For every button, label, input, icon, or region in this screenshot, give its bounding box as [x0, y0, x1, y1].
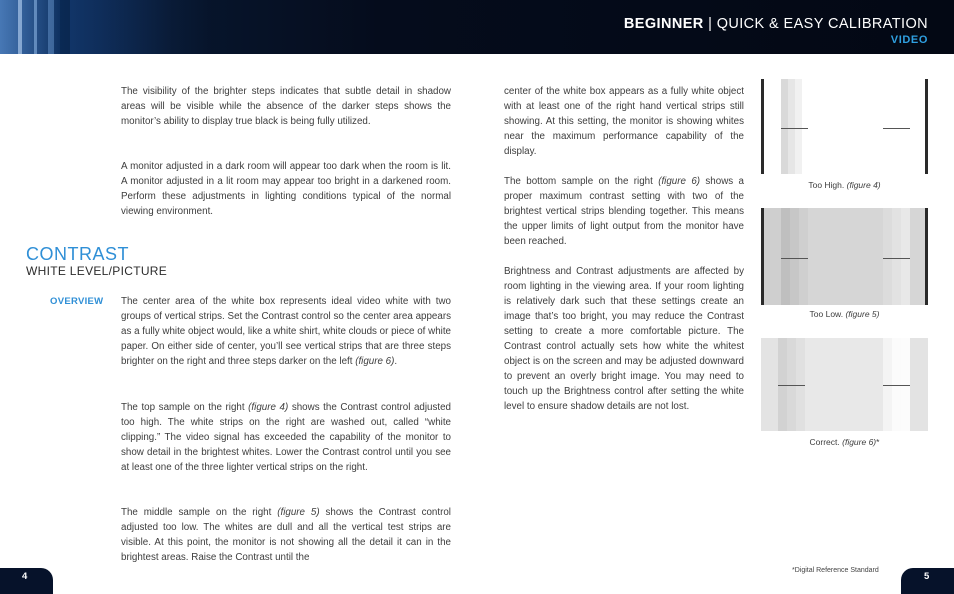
test-strip — [892, 208, 901, 305]
footnote: *Digital Reference Standard — [792, 567, 879, 574]
figure-correct — [761, 338, 928, 431]
lighting-paragraph: Brightness and Contrast adjustments are affected by room lighting in the viewing area. If your room lighting is relatively dark such that these settings create an image that’s too bright, you may reduce the Contrast setting to create a more comfortable picture. The Contrast control actually sets how white the whitest object is on the screen and may be adjusted downward to prevent an overly bright image. You may need to touch up the Brightness control after setting the white level to ensure shadow details are not lost. — [504, 266, 744, 412]
paragraph-text: shows a proper maximum contrast setting with two of the brightest vertical strips blending together. This means the upper limits of light output from the monitor have been reached. — [504, 176, 744, 247]
header-decoration — [18, 0, 22, 54]
figure6-caption — [761, 437, 928, 447]
figure-reference: (figure 6) — [355, 356, 395, 367]
test-strip — [781, 208, 790, 305]
title-separator: | — [703, 16, 717, 32]
figure5-caption — [761, 309, 928, 319]
test-strip — [795, 79, 802, 174]
figure4-description — [121, 400, 451, 475]
header-decoration — [48, 0, 54, 54]
chapter-title — [624, 16, 928, 32]
test-strip — [799, 208, 808, 305]
caption-text: Too Low. — [809, 309, 846, 319]
figure4-caption — [761, 180, 928, 190]
figure-border — [761, 79, 764, 174]
paragraph-text: The middle sample on the right — [121, 507, 278, 518]
overview-text-end: . — [394, 356, 398, 367]
white-center — [808, 208, 883, 305]
test-strip — [764, 208, 781, 305]
continued-paragraph: center of the white box appears as a fully white object with at least one of the right hand vertical strips still showing. At this setting, the monitor is showing whites near the maximum performance capability of the display. — [504, 86, 744, 157]
figure-border — [925, 208, 928, 305]
figure-reference: (figure 5) — [845, 309, 880, 319]
paragraph-text: shows the Contrast control adjusted too low. The whites are dull and all the vertical test strips are visible. At this point, the monitor is not showing all the detail it can in the brightest areas. Raise the Contrast until the — [121, 507, 451, 563]
center-marker — [883, 258, 910, 259]
figure-border — [925, 79, 928, 174]
paragraph-text: shows the Contrast control adjusted too high. The white strips on the right are washed out, called “white clipping.” The video signal has exceeded the capability of the monitor to show detail in the brightest whites. Lower the Contrast control until you see at least one of the three lighter vertical strips on the right. — [121, 402, 452, 473]
chapter-name: QUICK & EASY CALIBRATION — [716, 16, 928, 32]
paragraph-text: The top sample on the right — [121, 402, 249, 413]
figure-reference: (figure 4) — [248, 402, 289, 413]
test-strip — [901, 208, 910, 305]
page-number-left: 4 — [0, 568, 53, 594]
overview-label: OVERVIEW — [50, 296, 104, 307]
white-center — [805, 338, 883, 431]
figure-too-low — [761, 208, 928, 305]
caption-suffix: * — [876, 437, 880, 447]
center-marker — [781, 258, 808, 259]
section-subheading: WHITE LEVEL/PICTURE — [26, 264, 168, 278]
figure-reference: (figure 6) — [658, 176, 701, 187]
figure-reference: (figure 6) — [842, 437, 877, 447]
header-decoration — [34, 0, 37, 54]
test-strip — [761, 338, 778, 431]
figure-reference: (figure 5) — [277, 507, 320, 518]
center-marker — [883, 385, 910, 386]
test-strip — [788, 79, 795, 174]
page-header — [0, 0, 954, 54]
caption-text: Correct. — [809, 437, 843, 447]
overview-paragraph — [121, 294, 451, 369]
intro-paragraph-1: The visibility of the brighter steps indicates that subtle detail in shadow areas will be visible while the absence of the darker steps shows the monitor’s ability to display true black is being fully utilized. — [121, 86, 451, 127]
center-marker — [883, 128, 910, 129]
test-strip — [781, 79, 788, 174]
figure5-description — [121, 505, 451, 565]
page-number-right: 5 — [901, 568, 954, 594]
caption-text: Too High. — [808, 180, 847, 190]
chapter-level: BEGINNER — [623, 16, 704, 32]
figure6-description — [504, 174, 744, 249]
intro-paragraph-2: A monitor adjusted in a dark room will appear too dark when the room is lit. A monitor adjusted in a lit room may appear too bright in a darkened room. Perform these adjustments in lighting conditions typical of the normal viewing environment. — [121, 161, 451, 217]
figure-too-high — [761, 79, 928, 174]
chapter-subtitle: VIDEO — [890, 34, 928, 46]
header-decoration — [70, 0, 210, 54]
test-strip — [790, 208, 799, 305]
center-marker — [781, 128, 808, 129]
center-marker — [778, 385, 805, 386]
paragraph-text: The bottom sample on the right — [504, 176, 659, 187]
test-strip — [910, 338, 928, 431]
overview-text: The center area of the white box represents ideal video white with two groups of vertical strips. Set the Contrast control so the center area appears as a fully white object would, like a white shirt, white clouds or piece of white paper. On either side of center, you’ll see vertical strips that are three steps brighter on the right and three steps darker on the left — [121, 296, 451, 367]
figure-reference: (figure 4) — [846, 180, 881, 190]
test-strip — [910, 208, 925, 305]
test-strip — [883, 208, 892, 305]
section-heading: CONTRAST — [26, 244, 129, 264]
